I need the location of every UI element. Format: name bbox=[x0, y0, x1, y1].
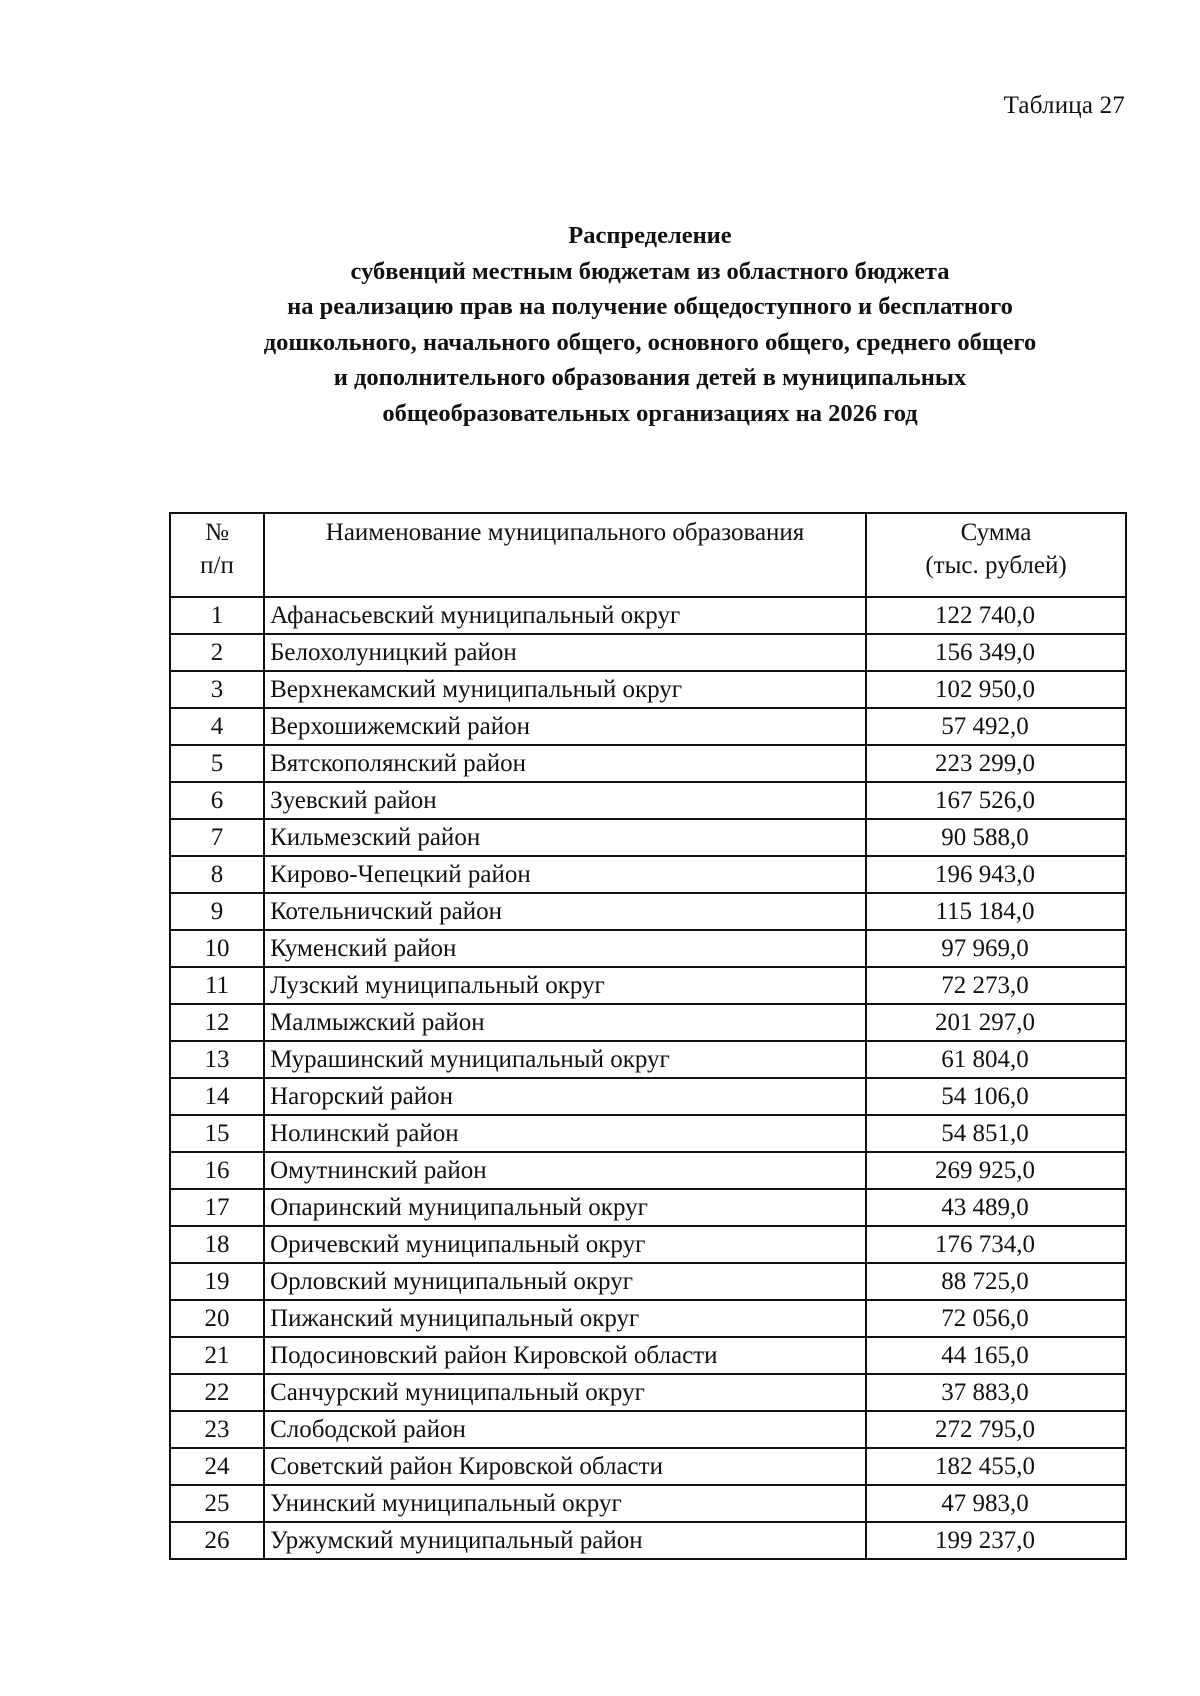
row-sum: 57 492,0 bbox=[866, 708, 1126, 745]
row-number: 14 bbox=[170, 1078, 264, 1115]
row-sum: 223 299,0 bbox=[866, 745, 1126, 782]
table-body bbox=[170, 597, 1126, 1559]
distribution-table bbox=[169, 512, 1127, 1560]
row-number: 16 bbox=[170, 1152, 264, 1189]
row-name: Советский район Кировской области bbox=[264, 1448, 866, 1485]
row-sum: 102 950,0 bbox=[866, 671, 1126, 708]
table-row bbox=[170, 1152, 1126, 1189]
row-name: Орловский муниципальный округ bbox=[264, 1263, 866, 1300]
row-name: Оричевский муниципальный округ bbox=[264, 1226, 866, 1263]
header-number bbox=[170, 513, 264, 597]
row-number: 12 bbox=[170, 1004, 264, 1041]
row-number: 22 bbox=[170, 1374, 264, 1411]
table-row bbox=[170, 745, 1126, 782]
heading-line: Распределение bbox=[568, 222, 732, 249]
row-number: 26 bbox=[170, 1522, 264, 1559]
row-number: 11 bbox=[170, 967, 264, 1004]
table-row bbox=[170, 856, 1126, 893]
table-row bbox=[170, 671, 1126, 708]
row-sum: 115 184,0 bbox=[866, 893, 1126, 930]
row-sum: 88 725,0 bbox=[866, 1263, 1126, 1300]
header-sum bbox=[866, 513, 1126, 597]
table-row bbox=[170, 782, 1126, 819]
row-name: Пижанский муниципальный округ bbox=[264, 1300, 866, 1337]
header-sum-line: (тыс. рублей) bbox=[925, 552, 1067, 579]
row-name: Омутнинский район bbox=[264, 1152, 866, 1189]
heading-line: на реализацию прав на получение общедоступного и бесплатного bbox=[287, 293, 1013, 320]
row-name: Мурашинский муниципальный округ bbox=[264, 1041, 866, 1078]
row-number: 24 bbox=[170, 1448, 264, 1485]
row-number: 18 bbox=[170, 1226, 264, 1263]
table-row bbox=[170, 1263, 1126, 1300]
row-number: 8 bbox=[170, 856, 264, 893]
table-row bbox=[170, 1115, 1126, 1152]
row-name: Подосиновский район Кировской области bbox=[264, 1337, 866, 1374]
table-row bbox=[170, 930, 1126, 967]
heading-line: дошкольного, начального общего, основного общего, среднего общего bbox=[263, 328, 1037, 356]
table-header-row bbox=[170, 513, 1126, 597]
table-row bbox=[170, 634, 1126, 671]
row-sum: 54 106,0 bbox=[866, 1078, 1126, 1115]
row-number: 4 bbox=[170, 708, 264, 745]
table-row bbox=[170, 1226, 1126, 1263]
row-sum: 269 925,0 bbox=[866, 1152, 1126, 1189]
table-row bbox=[170, 1448, 1126, 1485]
table-row bbox=[170, 819, 1126, 856]
row-sum: 196 943,0 bbox=[866, 856, 1126, 893]
row-number: 10 bbox=[170, 930, 264, 967]
table-number: Таблица 27 bbox=[1003, 92, 1125, 119]
document-heading bbox=[0, 218, 1200, 431]
row-sum: 97 969,0 bbox=[866, 930, 1126, 967]
table-row bbox=[170, 1041, 1126, 1078]
row-name: Кирово-Чепецкий район bbox=[264, 856, 866, 893]
table-row bbox=[170, 1189, 1126, 1226]
row-number: 3 bbox=[170, 671, 264, 708]
table-row bbox=[170, 708, 1126, 745]
row-number: 2 bbox=[170, 634, 264, 671]
row-name: Верхошижемский район bbox=[264, 708, 866, 745]
row-name: Лузский муниципальный округ bbox=[264, 967, 866, 1004]
row-number: 9 bbox=[170, 893, 264, 930]
row-number: 17 bbox=[170, 1189, 264, 1226]
row-sum: 201 297,0 bbox=[866, 1004, 1126, 1041]
row-sum: 199 237,0 bbox=[866, 1522, 1126, 1559]
row-number: 20 bbox=[170, 1300, 264, 1337]
row-sum: 47 983,0 bbox=[866, 1485, 1126, 1522]
row-sum: 156 349,0 bbox=[866, 634, 1126, 671]
row-sum: 167 526,0 bbox=[866, 782, 1126, 819]
row-sum: 44 165,0 bbox=[866, 1337, 1126, 1374]
row-sum: 90 588,0 bbox=[866, 819, 1126, 856]
row-name: Уржумский муниципальный район bbox=[264, 1522, 866, 1559]
row-number: 21 bbox=[170, 1337, 264, 1374]
heading-line: субвенций местным бюджетам из областного бюджета bbox=[350, 257, 950, 285]
heading-line: общеобразовательных организациях на 2026 год bbox=[382, 399, 918, 427]
row-number: 19 bbox=[170, 1263, 264, 1300]
row-number: 1 bbox=[170, 597, 264, 634]
row-number: 5 bbox=[170, 745, 264, 782]
row-name: Нагорский район bbox=[264, 1078, 866, 1115]
table-row bbox=[170, 1374, 1126, 1411]
row-name: Опаринский муниципальный округ bbox=[264, 1189, 866, 1226]
header-name: Наименование муниципального образования bbox=[264, 513, 866, 597]
table-row bbox=[170, 1485, 1126, 1522]
row-sum: 54 851,0 bbox=[866, 1115, 1126, 1152]
header-number-line: п/п bbox=[200, 552, 234, 579]
row-sum: 72 056,0 bbox=[866, 1300, 1126, 1337]
header-number-line: № bbox=[205, 519, 229, 546]
heading-line: и дополнительного образования детей в муниципальных bbox=[333, 364, 967, 391]
row-number: 13 bbox=[170, 1041, 264, 1078]
row-sum: 37 883,0 bbox=[866, 1374, 1126, 1411]
table-row bbox=[170, 1411, 1126, 1448]
table-row bbox=[170, 893, 1126, 930]
row-name: Санчурский муниципальный округ bbox=[264, 1374, 866, 1411]
row-number: 25 bbox=[170, 1485, 264, 1522]
row-name: Слободской район bbox=[264, 1411, 866, 1448]
row-sum: 272 795,0 bbox=[866, 1411, 1126, 1448]
row-sum: 61 804,0 bbox=[866, 1041, 1126, 1078]
row-sum: 43 489,0 bbox=[866, 1189, 1126, 1226]
row-name: Малмыжский район bbox=[264, 1004, 866, 1041]
row-number: 7 bbox=[170, 819, 264, 856]
table-row bbox=[170, 1078, 1126, 1115]
row-number: 6 bbox=[170, 782, 264, 819]
row-name: Верхнекамский муниципальный округ bbox=[264, 671, 866, 708]
row-name: Кильмезский район bbox=[264, 819, 866, 856]
table-row bbox=[170, 1337, 1126, 1374]
row-name: Афанасьевский муниципальный округ bbox=[264, 597, 866, 634]
table-row bbox=[170, 1300, 1126, 1337]
header-sum-line: Сумма bbox=[960, 519, 1032, 546]
row-name: Белохолуницкий район bbox=[264, 634, 866, 671]
row-name: Унинский муниципальный округ bbox=[264, 1485, 866, 1522]
table-row bbox=[170, 1004, 1126, 1041]
row-name: Нолинский район bbox=[264, 1115, 866, 1152]
row-number: 15 bbox=[170, 1115, 264, 1152]
row-sum: 176 734,0 bbox=[866, 1226, 1126, 1263]
table-row bbox=[170, 1522, 1126, 1559]
row-name: Котельничский район bbox=[264, 893, 866, 930]
row-name: Куменский район bbox=[264, 930, 866, 967]
table-row bbox=[170, 597, 1126, 634]
row-sum: 122 740,0 bbox=[866, 597, 1126, 634]
row-number: 23 bbox=[170, 1411, 264, 1448]
row-name: Зуевский район bbox=[264, 782, 866, 819]
row-sum: 72 273,0 bbox=[866, 967, 1126, 1004]
row-name: Вятскополянский район bbox=[264, 745, 866, 782]
table-row bbox=[170, 967, 1126, 1004]
row-sum: 182 455,0 bbox=[866, 1448, 1126, 1485]
